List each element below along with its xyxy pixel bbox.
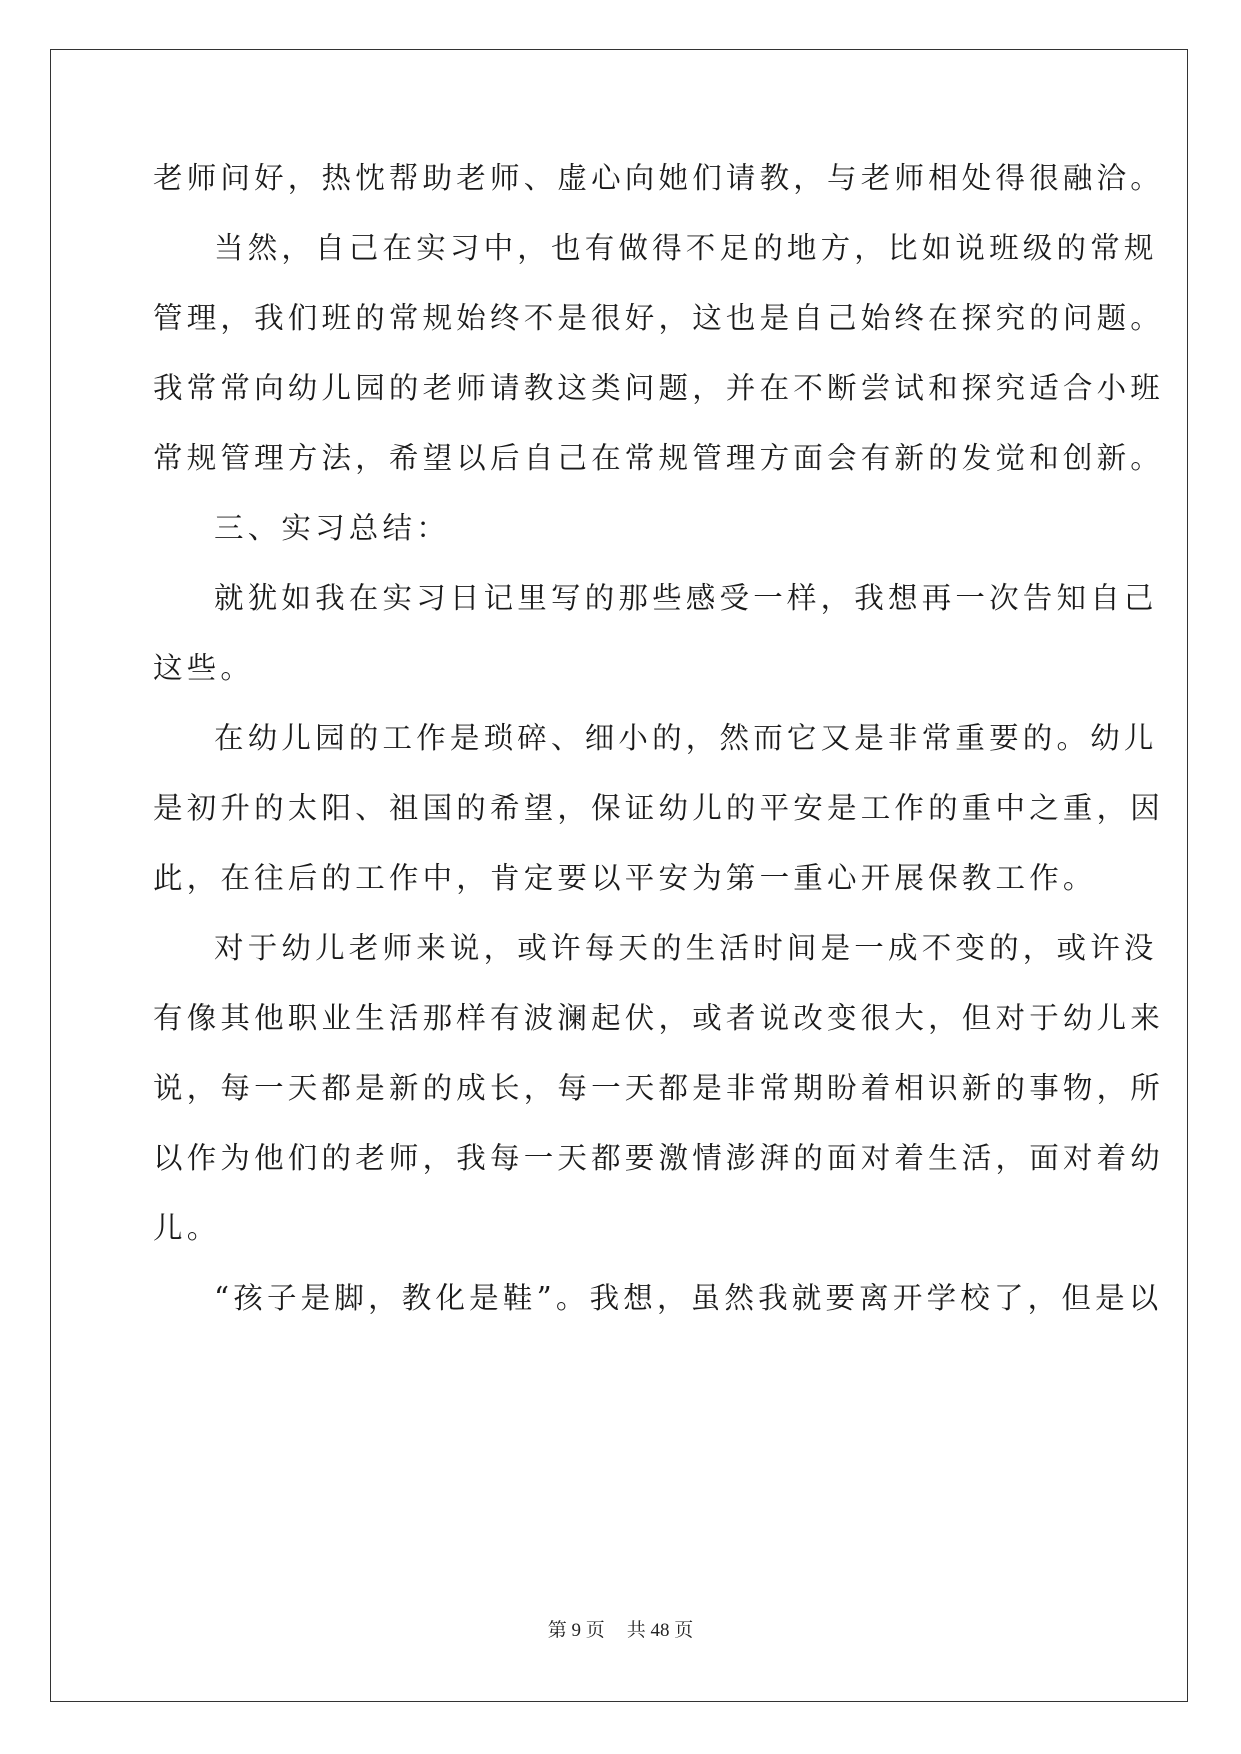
text-line: 在幼儿园的工作是琐碎、细小的，然而它又是非常重要的。幼儿 bbox=[214, 721, 1158, 755]
text-line: 以作为他们的老师，我每一天都要激情澎湃的面对着生活，面对着幼 bbox=[153, 1141, 1165, 1175]
text-line: 儿。 bbox=[153, 1211, 221, 1245]
text-line: 管理，我们班的常规始终不是很好，这也是自己始终在探究的问题。 bbox=[153, 301, 1165, 335]
text-line: 当然，自己在实习中，也有做得不足的地方，比如说班级的常规 bbox=[214, 231, 1158, 265]
text-line: 我常常向幼儿园的老师请教这类问题，并在不断尝试和探究适合小班 bbox=[153, 371, 1165, 405]
text-line: 此，在往后的工作中，肯定要以平安为第一重心开展保教工作。 bbox=[153, 861, 1097, 895]
text-line: 说，每一天都是新的成长，每一天都是非常期盼着相识新的事物，所 bbox=[153, 1071, 1165, 1105]
text-line: 对于幼儿老师来说，或许每天的生活时间是一成不变的，或许没 bbox=[214, 931, 1158, 965]
section-heading: 三、实习总结： bbox=[214, 511, 450, 545]
text-line: 就犹如我在实习日记里写的那些感受一样，我想再一次告知自己 bbox=[214, 581, 1158, 615]
text-line: 老师问好，热忱帮助老师、虚心向她们请教，与老师相处得很融洽。 bbox=[153, 161, 1165, 195]
text-line: 常规管理方法，希望以后自己在常规管理方面会有新的发觉和创新。 bbox=[153, 441, 1165, 475]
page-footer bbox=[0, 1615, 1241, 1642]
text-line: “孩子是脚，教化是鞋”。我想，虽然我就要离开学校了，但是以 bbox=[214, 1281, 1163, 1315]
text-line: 有像其他职业生活那样有波澜起伏，或者说改变很大，但对于幼儿来 bbox=[153, 1001, 1165, 1035]
page-number: 第 9 页 bbox=[547, 1620, 605, 1641]
text-line: 是初升的太阳、祖国的希望，保证幼儿的平安是工作的重中之重，因 bbox=[153, 791, 1165, 825]
text-line: 这些。 bbox=[153, 651, 255, 685]
page-total: 共 48 页 bbox=[626, 1620, 694, 1641]
